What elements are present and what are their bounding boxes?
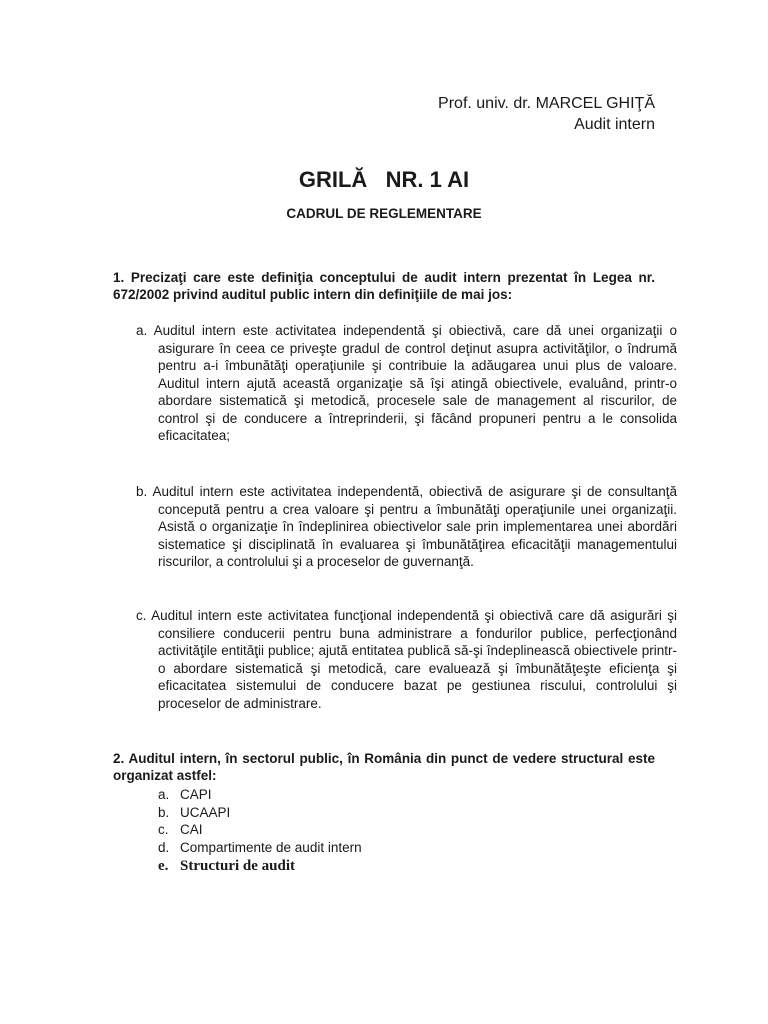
question-1-option-b <box>136 483 677 571</box>
option-text: CAI <box>180 822 203 837</box>
option-label: c. <box>136 608 147 623</box>
document-header <box>438 93 655 135</box>
option-label: c. <box>158 822 169 837</box>
course-name: Audit intern <box>574 116 655 133</box>
option-text: Auditul intern este activitatea funcţional independentă şi obiectivă care dă asigurări şi consiliere conducerii pentru buna administrare a fondurilor publice, perfecţionând activităţile entităţii publice; ajută entitatea publică să-şi îndeplinească obiectivele printr-o abordare sistematică şi metodică, care evaluează şi îmbunătăţeşte eficienţa şi eficacitatea sistemului de conducere bazat pe gestiunea riscului, controlului şi proceselor de administrare. <box>151 608 677 711</box>
question-1-option-c <box>136 607 677 712</box>
option-text: Structuri de audit <box>180 858 296 874</box>
option-label: a. <box>158 787 170 802</box>
question-2-option-d <box>158 839 362 857</box>
document-subtitle: CADRUL DE REGLEMENTARE <box>286 206 482 221</box>
question-1: 1. Precizaţi care este definiţia conceptului de audit intern prezentat în Legea nr. 672/2002 privind auditul public intern din definiţiile de mai jos: <box>113 270 655 302</box>
option-text: CAPI <box>180 787 212 802</box>
option-text: Compartimente de audit intern <box>180 839 362 855</box>
option-label: e. <box>158 858 169 874</box>
option-label: a. <box>136 323 148 338</box>
option-text: Auditul intern este activitatea independentă, obiectivă de asigurare şi de consultanţă concepută pentru a crea valoare şi pentru a îmbunătăţi operaţiunile unei organizaţii. Asistă o organizaţie în îndeplinirea obiectivelor sale prin implementarea unei abordări sistematice şi disciplinată în evaluarea şi îmbunătăţirea eficacităţii managementului riscurilor, a controlului şi a proceselor de guvernanţă. <box>152 484 677 569</box>
question-1-option-a <box>136 322 677 445</box>
question-2-option-a <box>158 786 362 804</box>
question-2-option-e <box>158 858 362 876</box>
question-2-options <box>158 786 362 876</box>
question-2: 2. Auditul intern, în sectorul public, în România din punct de vedere structural este organizat astfel: <box>113 751 655 783</box>
option-text: Auditul intern este activitatea independentă şi obiectivă, care dă unei organizaţii o asigurare în ceea ce priveşte gradul de control deţinut asupra activităţilor, o îndrumă pentru a-i îmbunătăţi operaţiunile şi contribuie la adăugarea unui plus de valoare. Auditul intern ajută această organizaţie să îşi atingă obiectivele, evaluând, printr-o abordare sistematică şi metodică, procesele sale de management al riscurilor, de control şi de conducere a întreprinderii, şi făcând propuneri pentru a le consolida eficacitatea; <box>153 323 677 443</box>
document-title: GRILĂ NR. 1 AI <box>298 167 470 192</box>
option-label: b. <box>136 484 148 499</box>
option-label: d. <box>158 839 170 855</box>
question-2-option-b <box>158 804 362 822</box>
author-name: Prof. univ. dr. MARCEL GHIŢĂ <box>438 95 655 112</box>
option-text: UCAAPI <box>180 804 231 820</box>
question-2-option-c <box>158 821 362 839</box>
option-label: b. <box>158 804 170 820</box>
